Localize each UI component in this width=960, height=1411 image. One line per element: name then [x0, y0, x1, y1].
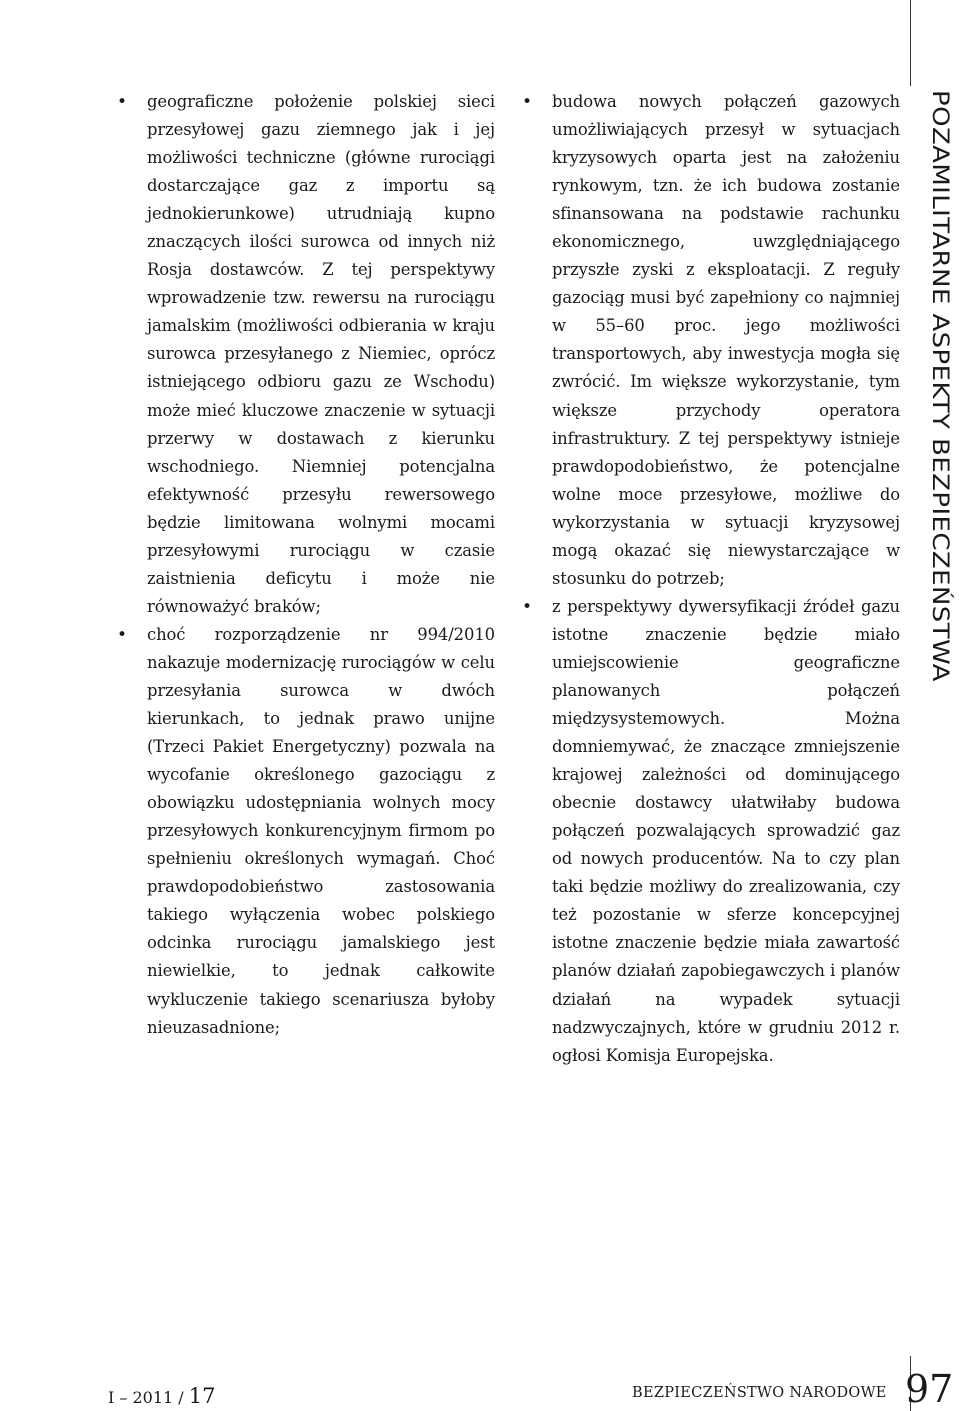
bullet-item: • budowa nowych połączeń gazowych umożliwiających przesył w sytuacjach kryzysowych oparta jest na założeniu rynkowym, tzn. że ich budowa zostanie sfinansowana na podstawie rachunku ekonomicznego, uwzględniającego przyszłe zyski z eksploatacji. Z reguły gazociąg musi być zapełniony co najmniej w 55–60 proc. jego możliwości transportowych, aby inwestycja mogła się zwrócić. Im większe wykorzystanie, tym większe przychody operatora infrastruktury. Z tej perspektywy istnieje prawdopodobieństwo, że potencjalne wolne moce przesyłowe, możliwe do wykorzystania w sytuacji kryzysowej mogą okazać się niewystarczające w stosunku do potrzeb; — [552, 88, 900, 593]
section-title-vertical: POZAMILITARNE ASPEKTY BEZPIECZEŃSTWA — [927, 90, 953, 682]
bullet-item: • geograficzne położenie polskiej sieci przesyłowej gazu ziemnego jak i jej możliwości techniczne (główne rurociągi dostarczające gaz z importu są jednokierunkowe) utrudniają kupno znaczących ilości surowca od innych niż Rosja dostawców. Z tej perspektywy wprowadzenie tzw. rewersu na rurociągu jamalskim (możliwości odbierania w kraju surowca przesyłanego z Niemiec, oprócz istniejącego odbioru gazu ze Wschodu) może mieć kluczowe znaczenie w sytuacji przerwy w dostawach z kierunku wschodniego. Niemniej potencjalna efektywność przesyłu rewersowego będzie limitowana wolnymi mocami przesyłowymi rurociągu w czasie zaistnienia deficytu i może nie równoważyć braków; — [147, 88, 495, 621]
bullet-item: • choć rozporządzenie nr 994/2010 nakazuje modernizację rurociągów w celu przesyłania surowca w dwóch kierunkach, to jednak prawo unijne (Trzeci Pakiet Energetyczny) pozwala na wycofanie określonego gazociągu z obowiązku udostępniania wolnych mocy przesyłowych konkurencyjnym firmom po spełnieniu określonych wymagań. Choć prawdopodobieństwo zastosowania takiego wyłączenia wobec polskiego odcinka rurociągu jamalskiego jest niewielkie, to jednak całkowite wykluczenie takiego scenariusza byłoby nieuzasadnione; — [147, 621, 495, 1042]
side-divider — [910, 0, 911, 86]
left-column — [147, 88, 495, 1042]
issue-info — [108, 1384, 216, 1408]
journal-title: BEZPIECZEŃSTWO NARODOWE — [632, 1385, 887, 1401]
right-column — [552, 88, 900, 1070]
issue-number: 17 — [188, 1384, 216, 1408]
page-number: 97 — [905, 1367, 954, 1411]
issue-label: I – 2011 / — [108, 1388, 184, 1407]
bullet-item: • z perspektywy dywersyfikacji źródeł gazu istotne znaczenie będzie miało umiejscowienie geograficzne planowanych połączeń międzysystemowych. Można domniemywać, że znaczące zmniejszenie krajowej zależności od dominującego obecnie dostawcy ułatwiłaby budowa połączeń pozwalających sprowadzić gaz od nowych producentów. Na to czy plan taki będzie możliwy do zrealizowania, czy też pozostanie w sferze koncepcyjnej istotne znaczenie będzie miała zawartość planów działań zapobiegawczych i planów działań na wypadek sytuacji nadzwyczajnych, które w grudniu 2012 r. ogłosi Komisja Europejska. — [552, 593, 900, 1070]
